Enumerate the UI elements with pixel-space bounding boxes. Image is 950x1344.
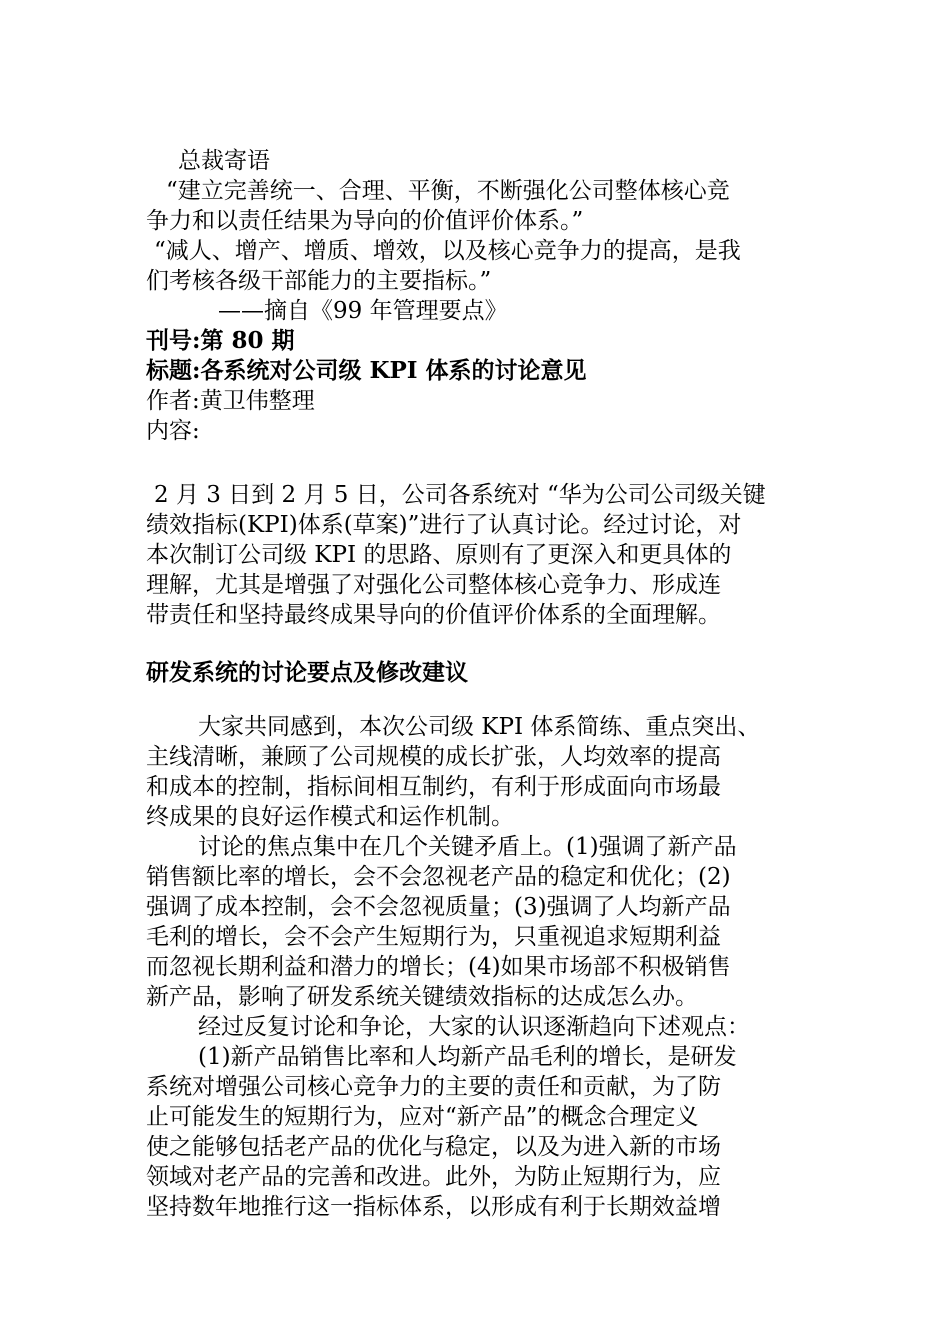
paragraph-line: 绩效指标(KPI)体系(草案)”进行了认真讨论。经过讨论，对 [146, 512, 742, 538]
letter-title: 总裁寄语 [178, 148, 270, 174]
paragraph-line: 大家共同感到，本次公司级 KPI 体系简练、重点突出、 [198, 714, 761, 740]
paragraph-line: 主线清晰，兼顾了公司规模的成长扩张，人均效率的提高 [146, 744, 721, 770]
paragraph-line: 销售额比率的增长，会不会忽视老产品的稳定和优化；(2) [146, 864, 731, 890]
section-heading: 研发系统的讨论要点及修改建议 [146, 659, 468, 686]
section-paragraph-2 [146, 832, 818, 1012]
section-paragraph-3 [146, 1012, 818, 1042]
section-block [146, 658, 818, 1222]
section-paragraph-1 [146, 712, 818, 832]
paragraph-line: 毛利的增长，会不会产生短期行为，只重视追求短期利益 [146, 924, 721, 950]
paragraph-line: 领域对老产品的完善和改进。此外，为防止短期行为，应 [146, 1164, 721, 1190]
paragraph-line: 理解，尤其是增强了对强化公司整体核心竞争力、形成连 [146, 572, 721, 598]
quote-one-line: “建立完善统一、合理、平衡，不断强化公司整体核心竞 [166, 178, 730, 204]
issue-number: 刊号:第 80 期 [146, 327, 295, 354]
quote-one-line: 争力和以责任结果为导向的价值评价体系。” [146, 208, 584, 234]
paragraph-line: 经过反复讨论和争论，大家的认识逐渐趋向下述观点： [198, 1014, 750, 1040]
content-label: 内容: [146, 418, 200, 444]
section-paragraph-4 [146, 1042, 818, 1222]
intro-paragraph [146, 480, 818, 630]
paragraph-line: 带责任和坚持最终成果导向的价值评价体系的全面理解。 [146, 602, 721, 628]
paragraph-line: 而忽视长期利益和潜力的增长；(4)如果市场部不积极销售 [146, 954, 731, 980]
paragraph-line: 和成本的控制，指标间相互制约，有利于形成面向市场最 [146, 774, 721, 800]
paragraph-line: (1)新产品销售比率和人均新产品毛利的增长，是研发 [198, 1044, 737, 1070]
paragraph-line: 坚持数年地推行这一指标体系，以形成有利于长期效益增 [146, 1194, 721, 1220]
quote-two-line: 们考核各级干部能力的主要指标。” [146, 268, 492, 294]
paragraph-line: 强调了成本控制，会不会忽视质量；(3)强调了人均新产品 [146, 894, 731, 920]
quote-one [146, 176, 818, 236]
paragraph-line: 讨论的焦点集中在几个关键矛盾上。(1)强调了新产品 [198, 834, 737, 860]
paragraph-line: 系统对增强公司核心竞争力的主要的责任和贡献，为了防 [146, 1074, 721, 1100]
article-subject: 标题:各系统对公司级 KPI 体系的讨论意见 [146, 357, 587, 384]
paragraph-line: 2 月 3 日到 2 月 5 日，公司各系统对 “华为公司公司级关键 [154, 482, 766, 508]
paragraph-line: 使之能够包括老产品的优化与稳定，以及为进入新的市场 [146, 1134, 721, 1160]
paragraph-line: 终成果的良好运作模式和运作机制。 [146, 804, 514, 830]
paragraph-line: 本次制订公司级 KPI 的思路、原则有了更深入和更具体的 [146, 542, 732, 568]
paragraph-line: 止可能发生的短期行为，应对“新产品”的概念合理定义 [146, 1104, 699, 1130]
quote-two [146, 236, 818, 296]
article-author: 作者:黄卫伟整理 [146, 388, 315, 414]
document-page [146, 146, 818, 1222]
quote-two-line: “减人、增产、增质、增效，以及核心竞争力的提高，是我 [154, 238, 741, 264]
paragraph-line: 新产品，影响了研发系统关键绩效指标的达成怎么办。 [146, 984, 698, 1010]
quote-source: ——摘自《99 年管理要点》 [218, 298, 508, 324]
